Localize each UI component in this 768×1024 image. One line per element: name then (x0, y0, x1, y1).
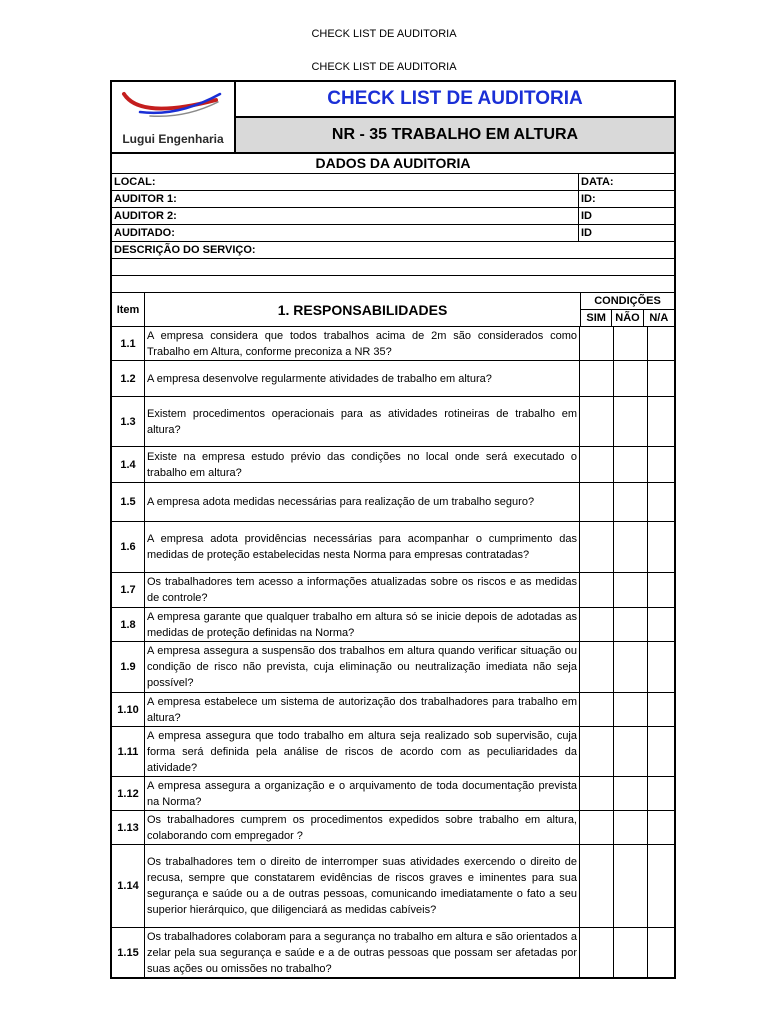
item-question: A empresa desenvolve regularmente atividades de trabalho em altura? (145, 361, 580, 396)
audit-field-id-label: ID: (581, 193, 596, 205)
item-question: Existem procedimentos operacionais para as atividades rotineiras de trabalho em altura? (145, 397, 580, 446)
condition-yes-checkbox[interactable] (580, 573, 614, 607)
condition-yes-checkbox[interactable] (580, 811, 614, 844)
item-number: 1.11 (112, 727, 145, 776)
condition-na-checkbox[interactable] (648, 522, 674, 572)
item-number: 1.2 (112, 361, 145, 396)
condition-yes-checkbox[interactable] (580, 642, 614, 692)
condition-na-header: N/A (649, 312, 669, 324)
table-row (112, 522, 674, 573)
condition-na-checkbox[interactable] (648, 483, 674, 521)
condition-na-checkbox[interactable] (648, 693, 674, 726)
conditions-header: CONDIÇÕES (581, 293, 674, 310)
table-row (112, 573, 674, 608)
condition-na-checkbox[interactable] (648, 928, 674, 977)
condition-yes-checkbox[interactable] (580, 608, 614, 641)
condition-na-checkbox[interactable] (648, 327, 674, 360)
condition-no-checkbox[interactable] (614, 327, 648, 360)
table-row (112, 928, 674, 977)
audit-field-label: LOCAL: (112, 174, 579, 190)
condition-na-checkbox[interactable] (648, 845, 674, 927)
form-title: CHECK LIST DE AUDITORIA (236, 82, 674, 118)
responsibilities-header: 1. RESPONSABILIDADES (145, 293, 581, 326)
condition-no-checkbox[interactable] (614, 642, 648, 692)
condition-yes-checkbox[interactable] (580, 327, 614, 360)
item-number: 1.10 (112, 693, 145, 726)
page-header-top: CHECK LIST DE AUDITORIA (311, 28, 457, 40)
audit-field-label: AUDITOR 2: (112, 208, 579, 224)
condition-yes-checkbox[interactable] (580, 928, 614, 977)
item-number: 1.6 (112, 522, 145, 572)
table-row (112, 777, 674, 811)
item-question: A empresa estabelece um sistema de autorização dos trabalhadores para trabalho em altura? (145, 693, 580, 726)
audit-field-label: AUDITADO: (112, 225, 579, 241)
page-header-second: CHECK LIST DE AUDITORIA (311, 61, 457, 73)
condition-na-checkbox[interactable] (648, 397, 674, 446)
item-question: Os trabalhadores tem acesso a informações atualizadas sobre os riscos e as medidas de controle? (145, 573, 580, 607)
condition-no-checkbox[interactable] (614, 522, 648, 572)
audit-field-id-label: DATA: (581, 176, 614, 188)
form-header (112, 82, 674, 154)
audit-field-row[interactable] (112, 191, 674, 208)
audit-checklist-form (110, 80, 676, 979)
condition-no-checkbox[interactable] (614, 928, 648, 977)
condition-yes-checkbox[interactable] (580, 397, 614, 446)
table-row (112, 693, 674, 727)
item-question: A empresa assegura a suspensão dos trabalhos em altura quando verificar situação ou condição de risco não prevista, cuja eliminação ou neutralização imediata não seja possível? (145, 642, 580, 692)
form-subtitle: NR - 35 TRABALHO EM ALTURA (236, 118, 674, 152)
audit-field-id-label: ID (581, 227, 592, 239)
condition-yes-header: SIM (581, 310, 612, 326)
condition-yes-checkbox[interactable] (580, 727, 614, 776)
condition-na-checkbox[interactable] (648, 811, 674, 844)
table-row (112, 397, 674, 447)
item-question: A empresa adota providências necessárias para acompanhar o cumprimento das medidas de proteção estabelecidas nesta Norma para empresas contratadas? (145, 522, 580, 572)
table-row (112, 727, 674, 777)
item-number: 1.13 (112, 811, 145, 844)
table-row (112, 608, 674, 642)
audit-field-row[interactable] (112, 174, 674, 191)
condition-na-checkbox[interactable] (648, 727, 674, 776)
blank-row (112, 276, 674, 293)
service-description-row[interactable] (112, 242, 674, 259)
condition-na-checkbox[interactable] (648, 573, 674, 607)
item-number: 1.14 (112, 845, 145, 927)
condition-no-checkbox[interactable] (614, 845, 648, 927)
item-number: 1.1 (112, 327, 145, 360)
condition-no-checkbox[interactable] (614, 811, 648, 844)
item-number: 1.8 (112, 608, 145, 641)
item-question: Existe na empresa estudo prévio das condições no local onde será executado o trabalho em altura? (145, 447, 580, 482)
condition-no-checkbox[interactable] (614, 608, 648, 641)
item-number: 1.5 (112, 483, 145, 521)
item-question: A empresa garante que qualquer trabalho em altura só se inicie depois de adotadas as medidas de proteção definidas na Norma? (145, 608, 580, 641)
audit-field-row[interactable] (112, 225, 674, 242)
audit-data-section-title: DADOS DA AUDITORIA (112, 154, 674, 174)
audit-field-row[interactable] (112, 208, 674, 225)
company-name: Lugui Engenharia (122, 132, 224, 146)
item-number: 1.3 (112, 397, 145, 446)
item-question: A empresa adota medidas necessárias para realização de um trabalho seguro? (145, 483, 580, 521)
condition-no-header: NÃO (612, 310, 643, 326)
table-row (112, 642, 674, 693)
lugui-swoosh-logo-icon (120, 88, 228, 122)
item-question: Os trabalhadores tem o direito de interromper suas atividades exercendo o direito de recusa, sempre que constatarem evidências de riscos graves e iminentes para sua segurança e saúde ou a de outras pessoas, comunicando imediatamente o fato a seu superior hierárquico, que diligenciará as medidas cabíveis? (145, 845, 580, 927)
condition-no-checkbox[interactable] (614, 447, 648, 482)
service-description-label: DESCRIÇÃO DO SERVIÇO: (114, 244, 256, 256)
item-column-header: Item (112, 293, 145, 326)
condition-na-checkbox[interactable] (648, 361, 674, 396)
item-number: 1.7 (112, 573, 145, 607)
item-number: 1.9 (112, 642, 145, 692)
table-row (112, 483, 674, 522)
condition-no-checkbox[interactable] (614, 693, 648, 726)
company-logo (112, 82, 236, 152)
condition-na-checkbox[interactable] (648, 608, 674, 641)
condition-yes-checkbox[interactable] (580, 522, 614, 572)
condition-na-checkbox[interactable] (648, 642, 674, 692)
checklist-table-body (112, 327, 674, 977)
item-number: 1.4 (112, 447, 145, 482)
condition-na-checkbox[interactable] (648, 777, 674, 810)
condition-no-checkbox[interactable] (614, 573, 648, 607)
condition-yes-checkbox[interactable] (580, 361, 614, 396)
item-question: Os trabalhadores cumprem os procedimentos expedidos sobre trabalho em altura, colaborando com empregador ? (145, 811, 580, 844)
condition-no-checkbox[interactable] (614, 397, 648, 446)
audit-field-label: AUDITOR 1: (112, 191, 579, 207)
table-header (112, 293, 674, 327)
service-description-field[interactable] (112, 259, 674, 276)
table-row (112, 327, 674, 361)
condition-na-checkbox[interactable] (648, 447, 674, 482)
condition-no-checkbox[interactable] (614, 727, 648, 776)
item-question: A empresa considera que todos trabalhos acima de 2m são considerados como Trabalho em Altura, conforme preconiza a NR 35? (145, 327, 580, 360)
condition-yes-checkbox[interactable] (580, 777, 614, 810)
item-question: Os trabalhadores colaboram para a segurança no trabalho em altura e são orientados a zelar pela sua segurança e saúde e a de outras pessoas que possam ser afetadas por suas ações ou omissões no trabalho? (145, 928, 580, 977)
condition-yes-checkbox[interactable] (580, 693, 614, 726)
item-question: A empresa assegura a organização e o arquivamento de toda documentação prevista na Norma? (145, 777, 580, 810)
table-row (112, 447, 674, 483)
item-number: 1.15 (112, 928, 145, 977)
table-row (112, 845, 674, 928)
item-number: 1.12 (112, 777, 145, 810)
condition-no-checkbox[interactable] (614, 361, 648, 396)
condition-yes-checkbox[interactable] (580, 447, 614, 482)
condition-yes-checkbox[interactable] (580, 483, 614, 521)
condition-yes-checkbox[interactable] (580, 845, 614, 927)
table-row (112, 811, 674, 845)
audit-field-id-label: ID (581, 210, 592, 222)
condition-no-checkbox[interactable] (614, 777, 648, 810)
item-question: A empresa assegura que todo trabalho em altura seja realizado sob supervisão, cuja forma será definida pela análise de riscos de acordo com as peculiaridades da atividade? (145, 727, 580, 776)
table-row (112, 361, 674, 397)
condition-no-checkbox[interactable] (614, 483, 648, 521)
